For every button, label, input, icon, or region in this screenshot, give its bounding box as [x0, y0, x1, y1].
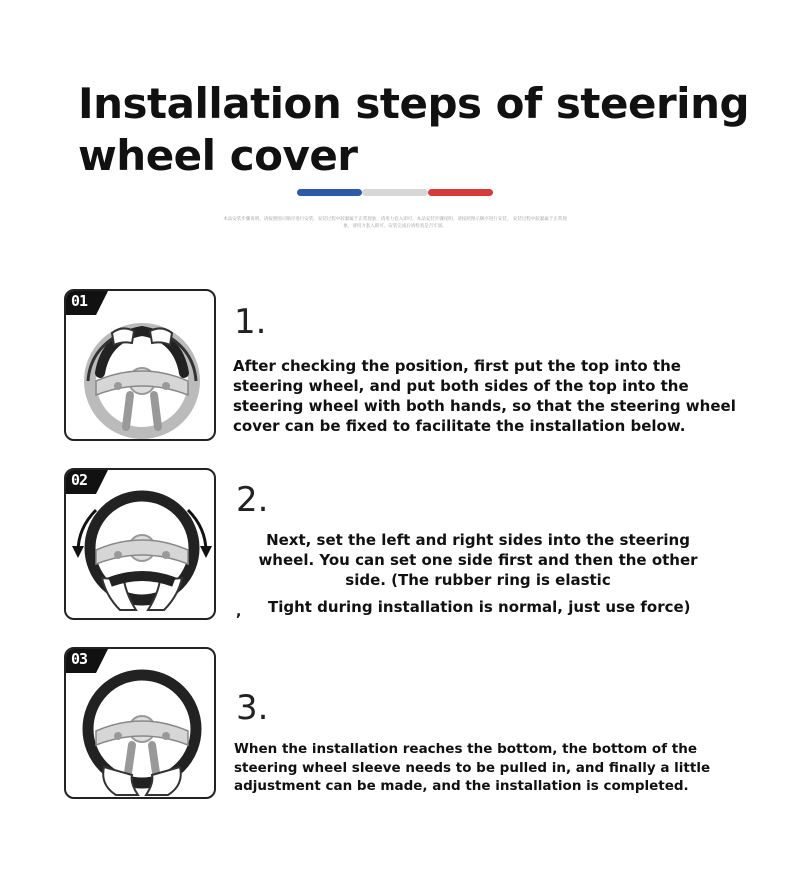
step-2-number: 2. — [236, 480, 269, 520]
step-3-text: When the installation reaches the bottom, the bottom of the steering wheel sleeve needs to be pulled in, and finally a little adjustment can be made, and the installation is completed. — [234, 741, 711, 794]
fine-print: 本品安装步骤说明，请按照图示顺序进行安装，安装过程中较紧属于正常现象，请用力套入即可。本品安装步骤说明，请按照图示顺序进行安装。 安装过程中较紧属于正常现象，请用力套入即可，安装完成后请检查是否牢固。 — [223, 217, 567, 229]
divider-white — [362, 189, 427, 196]
step-1-text: After checking the position, first put the top into the steering wheel, and put both sides of the top into the steering wheel with both hands, so that the steering wheel cover can be fixed to facilitate the installation below. — [233, 357, 736, 435]
divider-red — [428, 189, 493, 196]
step-1-illustration — [64, 289, 216, 441]
step-1-badge: 01 — [71, 292, 88, 310]
step-3-number: 3. — [236, 688, 269, 728]
step-3-badge: 03 — [71, 650, 88, 668]
step-2-illustration — [64, 468, 216, 620]
step-1-number: 1. — [234, 302, 267, 342]
page-title: Installation steps of steering wheel cover — [78, 79, 750, 180]
step-3-illustration — [64, 647, 216, 799]
step-2-badge: 02 — [71, 471, 88, 489]
divider-blue — [297, 189, 362, 196]
step-2-comma: , — [236, 604, 242, 620]
step-2-text-continued: Tight during installation is normal, just use force) — [268, 598, 691, 616]
tricolor-divider — [297, 189, 493, 196]
step-2-text: Next, set the left and right sides into the steering wheel. You can set one side first and then the other side. (The rubber ring is elastic — [258, 531, 698, 589]
